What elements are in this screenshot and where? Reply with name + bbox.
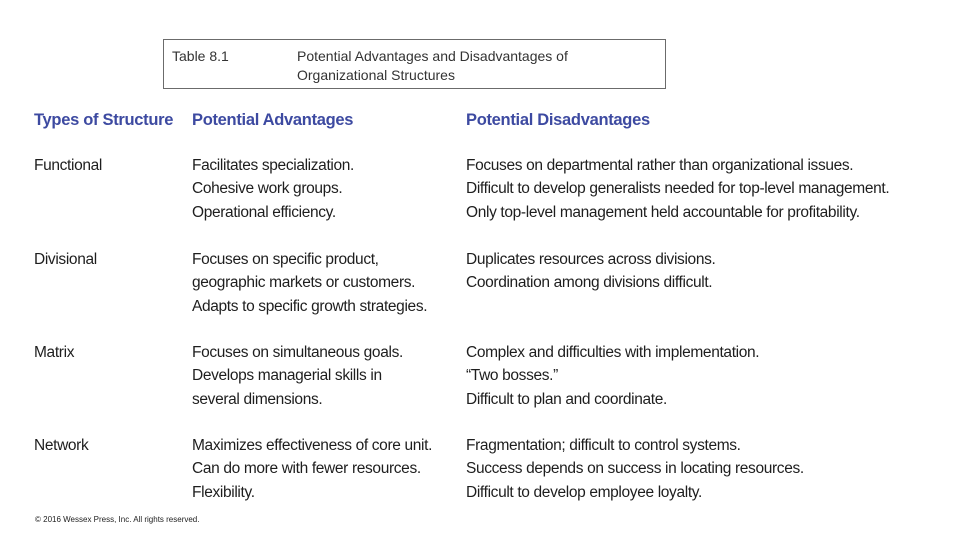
structure-type: Divisional [34, 251, 97, 268]
disadvantages-cell [466, 341, 759, 411]
header-potential-advantages: Potential Advantages [192, 111, 354, 129]
disadvantage-line: Coordination among divisions difficult. [466, 274, 713, 292]
disadvantages-cell [466, 434, 804, 504]
advantage-line: Can do more with fewer resources. [192, 460, 421, 478]
advantage-line: Develops managerial skills in [192, 367, 382, 385]
disadvantage-line: Fragmentation; difficult to control systems. [466, 437, 741, 454]
disadvantage-line: Only top-level management held accountable for profitability. [466, 203, 860, 221]
advantage-line: Cohesive work groups. [192, 180, 343, 198]
advantages-cell [192, 154, 354, 224]
advantage-line: Flexibility. [192, 483, 255, 501]
disadvantage-line: Complex and difficulties with implementation. [466, 344, 760, 361]
disadvantage-line: Difficult to develop employee loyalty. [466, 483, 702, 501]
copyright-footer: © 2016 Wessex Press, Inc. All rights reserved. [35, 515, 200, 524]
advantage-line: geographic markets or customers. [192, 274, 416, 292]
advantage-line: several dimensions. [192, 390, 323, 408]
disadvantages-cell [466, 248, 715, 295]
structure-type: Network [34, 437, 89, 454]
disadvantage-line: Difficult to develop generalists needed for top-level management. [466, 180, 890, 198]
header-potential-disadvantages: Potential Disadvantages [466, 111, 650, 129]
disadvantage-line: Difficult to plan and coordinate. [466, 390, 667, 408]
structure-type: Matrix [34, 344, 75, 361]
disadvantage-line: “Two bosses.” [466, 367, 558, 385]
advantages-cell [192, 434, 432, 504]
advantage-line: Adapts to specific growth strategies. [192, 297, 428, 315]
disadvantage-line: Duplicates resources across divisions. [466, 251, 716, 268]
table-caption-box [163, 39, 666, 89]
advantage-line: Operational efficiency. [192, 203, 336, 221]
table-number: Table 8.1 [172, 48, 229, 64]
structure-type: Functional [34, 157, 103, 174]
advantage-line: Focuses on specific product, [192, 251, 379, 268]
table-title: Potential Advantages and Disadvantages of Organizational Structures [297, 48, 568, 83]
advantages-cell [192, 248, 427, 318]
header-types-of-structure: Types of Structure [34, 111, 174, 129]
advantage-line: Facilitates specialization. [192, 157, 354, 174]
disadvantage-line: Success depends on success in locating resources. [466, 460, 804, 478]
advantages-cell [192, 341, 403, 411]
advantage-line: Focuses on simultaneous goals. [192, 344, 403, 361]
disadvantages-cell [466, 154, 889, 224]
disadvantage-line: Focuses on departmental rather than organizational issues. [466, 157, 854, 174]
advantage-line: Maximizes effectiveness of core unit. [192, 437, 433, 454]
